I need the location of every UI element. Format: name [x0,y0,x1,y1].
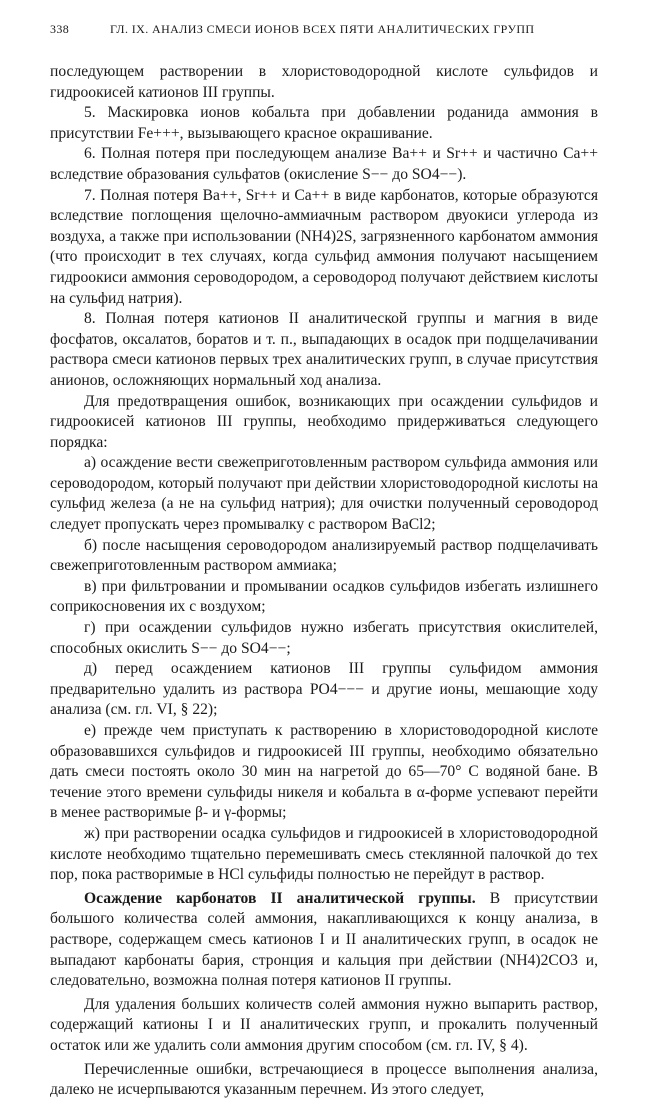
paragraph-1: последующем растворении в хлористоводородной кислоте сульфидов и гидроокисей катионов III группы. [50,63,598,101]
list-item-a: а) осаждение вести свежеприготовленным раствором сульфида аммония или сероводородом, который получают при действии хлористоводородной кислоты на сульфид железа (а не на сульфид натрия); для очистки полученный сероводород следует пропускать через промывалку с раствором BaCl2; [50,454,598,534]
chapter-title: ГЛ. IX. АНАЛИЗ СМЕСИ ИОНОВ ВСЕХ ПЯТИ АНАЛИТИЧЕСКИХ ГРУПП [110,22,535,36]
paragraph-conclusion: Перечисленные ошибки, встречающиеся в процессе выполнения анализа, далеко не исчерпываются указанным перечнем. Из этого следует, [50,1060,598,1099]
list-item-e: е) прежде чем приступать к растворению в хлористоводородной кислоте образовавшихся сульфидов и гидроокисей III группы, необходимо обязательно дать смеси постоять около 30 мин на нагретой до 65—70° С водяной бане. В течение этого времени сульфиды никеля и кобальта в α-форме успевают перейти в менее растворимые β- и γ-формы; [50,722,598,822]
list-item-zh: ж) при растворении осадка сульфидов и гидроокисей в хлористоводородной кислоте необходимо тщательно перемешивать смесь стеклянной палочкой до тех пор, пока растворимые в HCl сульфиды полностью не перейдут в раствор. [50,824,598,884]
paragraph-3: 6. Полная потеря при последующем анализе Ba++ и Sr++ и частично Ca++ вследствие образования сульфатов (окисление S−− до SO4−−). [50,145,598,183]
page-body [50,62,598,1101]
paragraph-removal: Для удаления больших количеств солей аммония нужно выпарить раствор, содержащий катионы I и II аналитических групп, и прокалить полученный остаток или же удалить соли аммония другим способом (см. гл. IV, § 4). [50,995,598,1054]
section-heading: Осаждение карбонатов II аналитической группы. [84,889,476,907]
list-item-v: в) при фильтровании и промывании осадков сульфидов избегать излишнего соприкосновения их с воздухом; [50,577,598,616]
paragraph-2: 5. Маскировка ионов кобальта при добавлении роданида аммония в присутствии Fe+++, вызывающего красное окрашивание. [50,104,598,142]
paragraph-5: 8. Полная потеря катионов II аналитической группы и магния в виде фосфатов, оксалатов, боратов и т. п., выпадающих в осадок при подщелачивании раствора смеси катионов первых трех аналитических групп, в случае присутствия анионов, осложняющих нормальный ход анализа. [50,310,598,389]
section-text: В присутствии большого количества солей аммония, накапливающихся к концу анализа, в растворе, содержащем смесь катионов I и II аналитических групп, в осадок не выпадают карбонаты бария, стронция и кальция при действии (NH4)2CO3 и, следовательно, возможна полная потеря катионов II группы. [50,889,598,990]
list-item-d: д) перед осаждением катионов III группы сульфидом аммония предварительно удалить из раствора PO4−−− и другие ионы, мешающие ходу анализа (см. гл. VI, § 22); [50,660,598,719]
list-item-g: г) при осаждении сульфидов нужно избегать присутствия окислителей, способных окислить S−− до SO4−−; [50,619,598,657]
page-number: 338 [50,22,70,36]
section-paragraph [50,889,598,992]
list-item-b: б) после насыщения сероводородом анализируемый раствор подщелачивать свежеприготовленным раствором аммиака; [50,536,598,575]
paragraph-6: Для предотвращения ошибок, возникающих при осаждении сульфидов и гидроокисей катионов III группы, необходимо придерживаться следующего порядка: [50,392,598,451]
paragraph-4: 7. Полная потеря Ba++, Sr++ и Ca++ в виде карбонатов, которые образуются вследствие поглощения щелочно-аммиачным раствором двуокиси углерода из воздуха, а также при использовании (NH4)2S, загрязненного карбонатом аммония (что происходит в тех случаях, когда сульфид аммония получают насыщением гидроокиси аммония сероводородом, а сероводород получают действием кислоты на сульфид натрия). [50,186,598,307]
